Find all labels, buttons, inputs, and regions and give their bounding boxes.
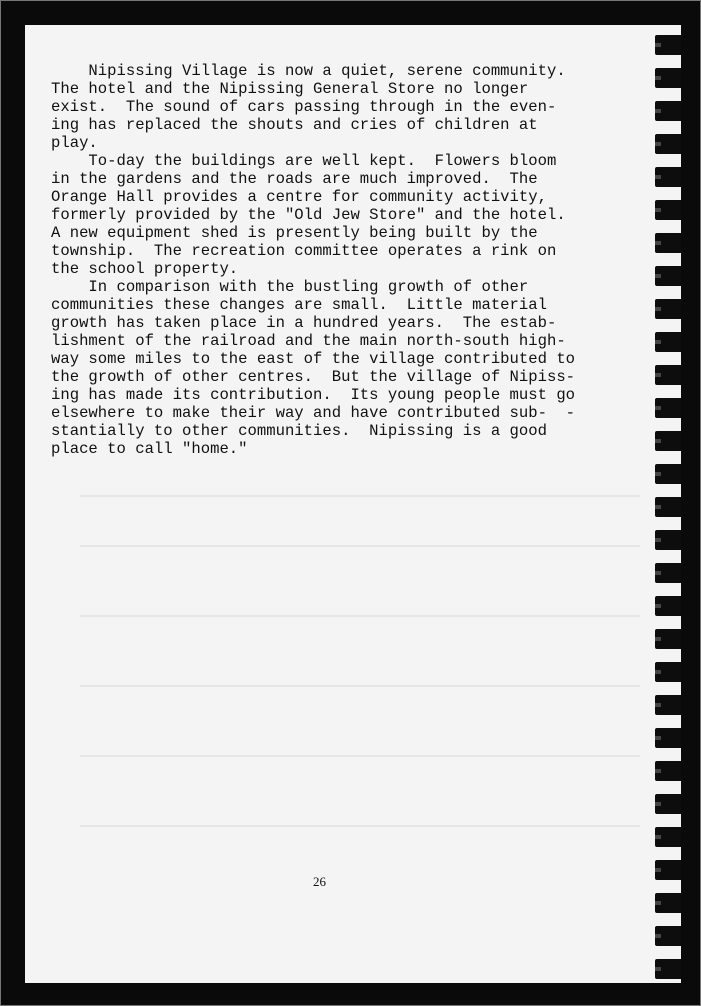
bleed-through-line	[80, 615, 640, 617]
binding-tab	[655, 233, 681, 253]
text-line: ing has made its contribution. Its young people must go	[51, 386, 576, 404]
page-number: 26	[313, 874, 326, 889]
bleed-through-line	[80, 495, 640, 497]
text-line: in the gardens and the roads are much improved. The	[51, 170, 538, 188]
binding-tab	[655, 431, 681, 451]
binding-tab	[655, 827, 681, 847]
text-line: To-day the buildings are well kept. Flowers bloom	[51, 152, 557, 170]
binding-tab	[655, 464, 681, 484]
text-line: the school property.	[51, 260, 239, 278]
text-line: elsewhere to make their way and have contributed sub- -	[51, 404, 576, 422]
binding-tab	[655, 200, 681, 220]
text-line: lishment of the railroad and the main north-south high-	[51, 332, 566, 350]
binding-tab	[655, 563, 681, 583]
bleed-through-line	[80, 545, 640, 547]
binding-tab	[655, 68, 681, 88]
text-line: A new equipment shed is presently being built by the	[51, 224, 538, 242]
binding-tab	[655, 134, 681, 154]
binding-tab	[655, 266, 681, 286]
binding-tab	[655, 596, 681, 616]
text-line: place to call "home."	[51, 440, 248, 458]
binding-tab	[655, 332, 681, 352]
binding-tab	[655, 860, 681, 880]
binding-tab	[655, 398, 681, 418]
document-page	[25, 25, 681, 983]
text-line: formerly provided by the "Old Jew Store" and the hotel.	[51, 206, 566, 224]
text-line: exist. The sound of cars passing through in the even-	[51, 98, 557, 116]
binding-tab	[655, 728, 681, 748]
text-line: play.	[51, 134, 98, 152]
text-line: Orange Hall provides a centre for community activity,	[51, 188, 547, 206]
text-line: ing has replaced the shouts and cries of children at	[51, 116, 538, 134]
text-line: growth has taken place in a hundred years. The estab-	[51, 314, 557, 332]
text-line: the growth of other centres. But the village of Nipiss-	[51, 368, 576, 386]
text-line: township. The recreation committee operates a rink on	[51, 242, 557, 260]
binding-tab	[655, 794, 681, 814]
binding-tab	[655, 662, 681, 682]
binding-tab	[655, 497, 681, 517]
text-line: The hotel and the Nipissing General Store no longer	[51, 80, 529, 98]
binding-tab	[655, 695, 681, 715]
text-line: stantially to other communities. Nipissing is a good	[51, 422, 547, 440]
binding-tab	[655, 761, 681, 781]
bleed-through-line	[80, 755, 640, 757]
binding-tab	[655, 101, 681, 121]
binding-tab	[655, 926, 681, 946]
binding-tab	[655, 35, 681, 55]
text-line: way some miles to the east of the village contributed to	[51, 350, 576, 368]
binding-tab	[655, 365, 681, 385]
binding-tab	[655, 893, 681, 913]
text-line: communities these changes are small. Little material	[51, 296, 547, 314]
spiral-binding	[655, 25, 681, 983]
binding-tab	[655, 299, 681, 319]
binding-tab	[655, 959, 681, 979]
body-text	[51, 62, 576, 458]
binding-tab	[655, 530, 681, 550]
binding-tab	[655, 167, 681, 187]
bleed-through-line	[80, 825, 640, 827]
bleed-through-line	[80, 685, 640, 687]
text-line: In comparison with the bustling growth of other	[51, 278, 529, 296]
text-line: Nipissing Village is now a quiet, serene community.	[51, 62, 566, 80]
binding-tab	[655, 629, 681, 649]
